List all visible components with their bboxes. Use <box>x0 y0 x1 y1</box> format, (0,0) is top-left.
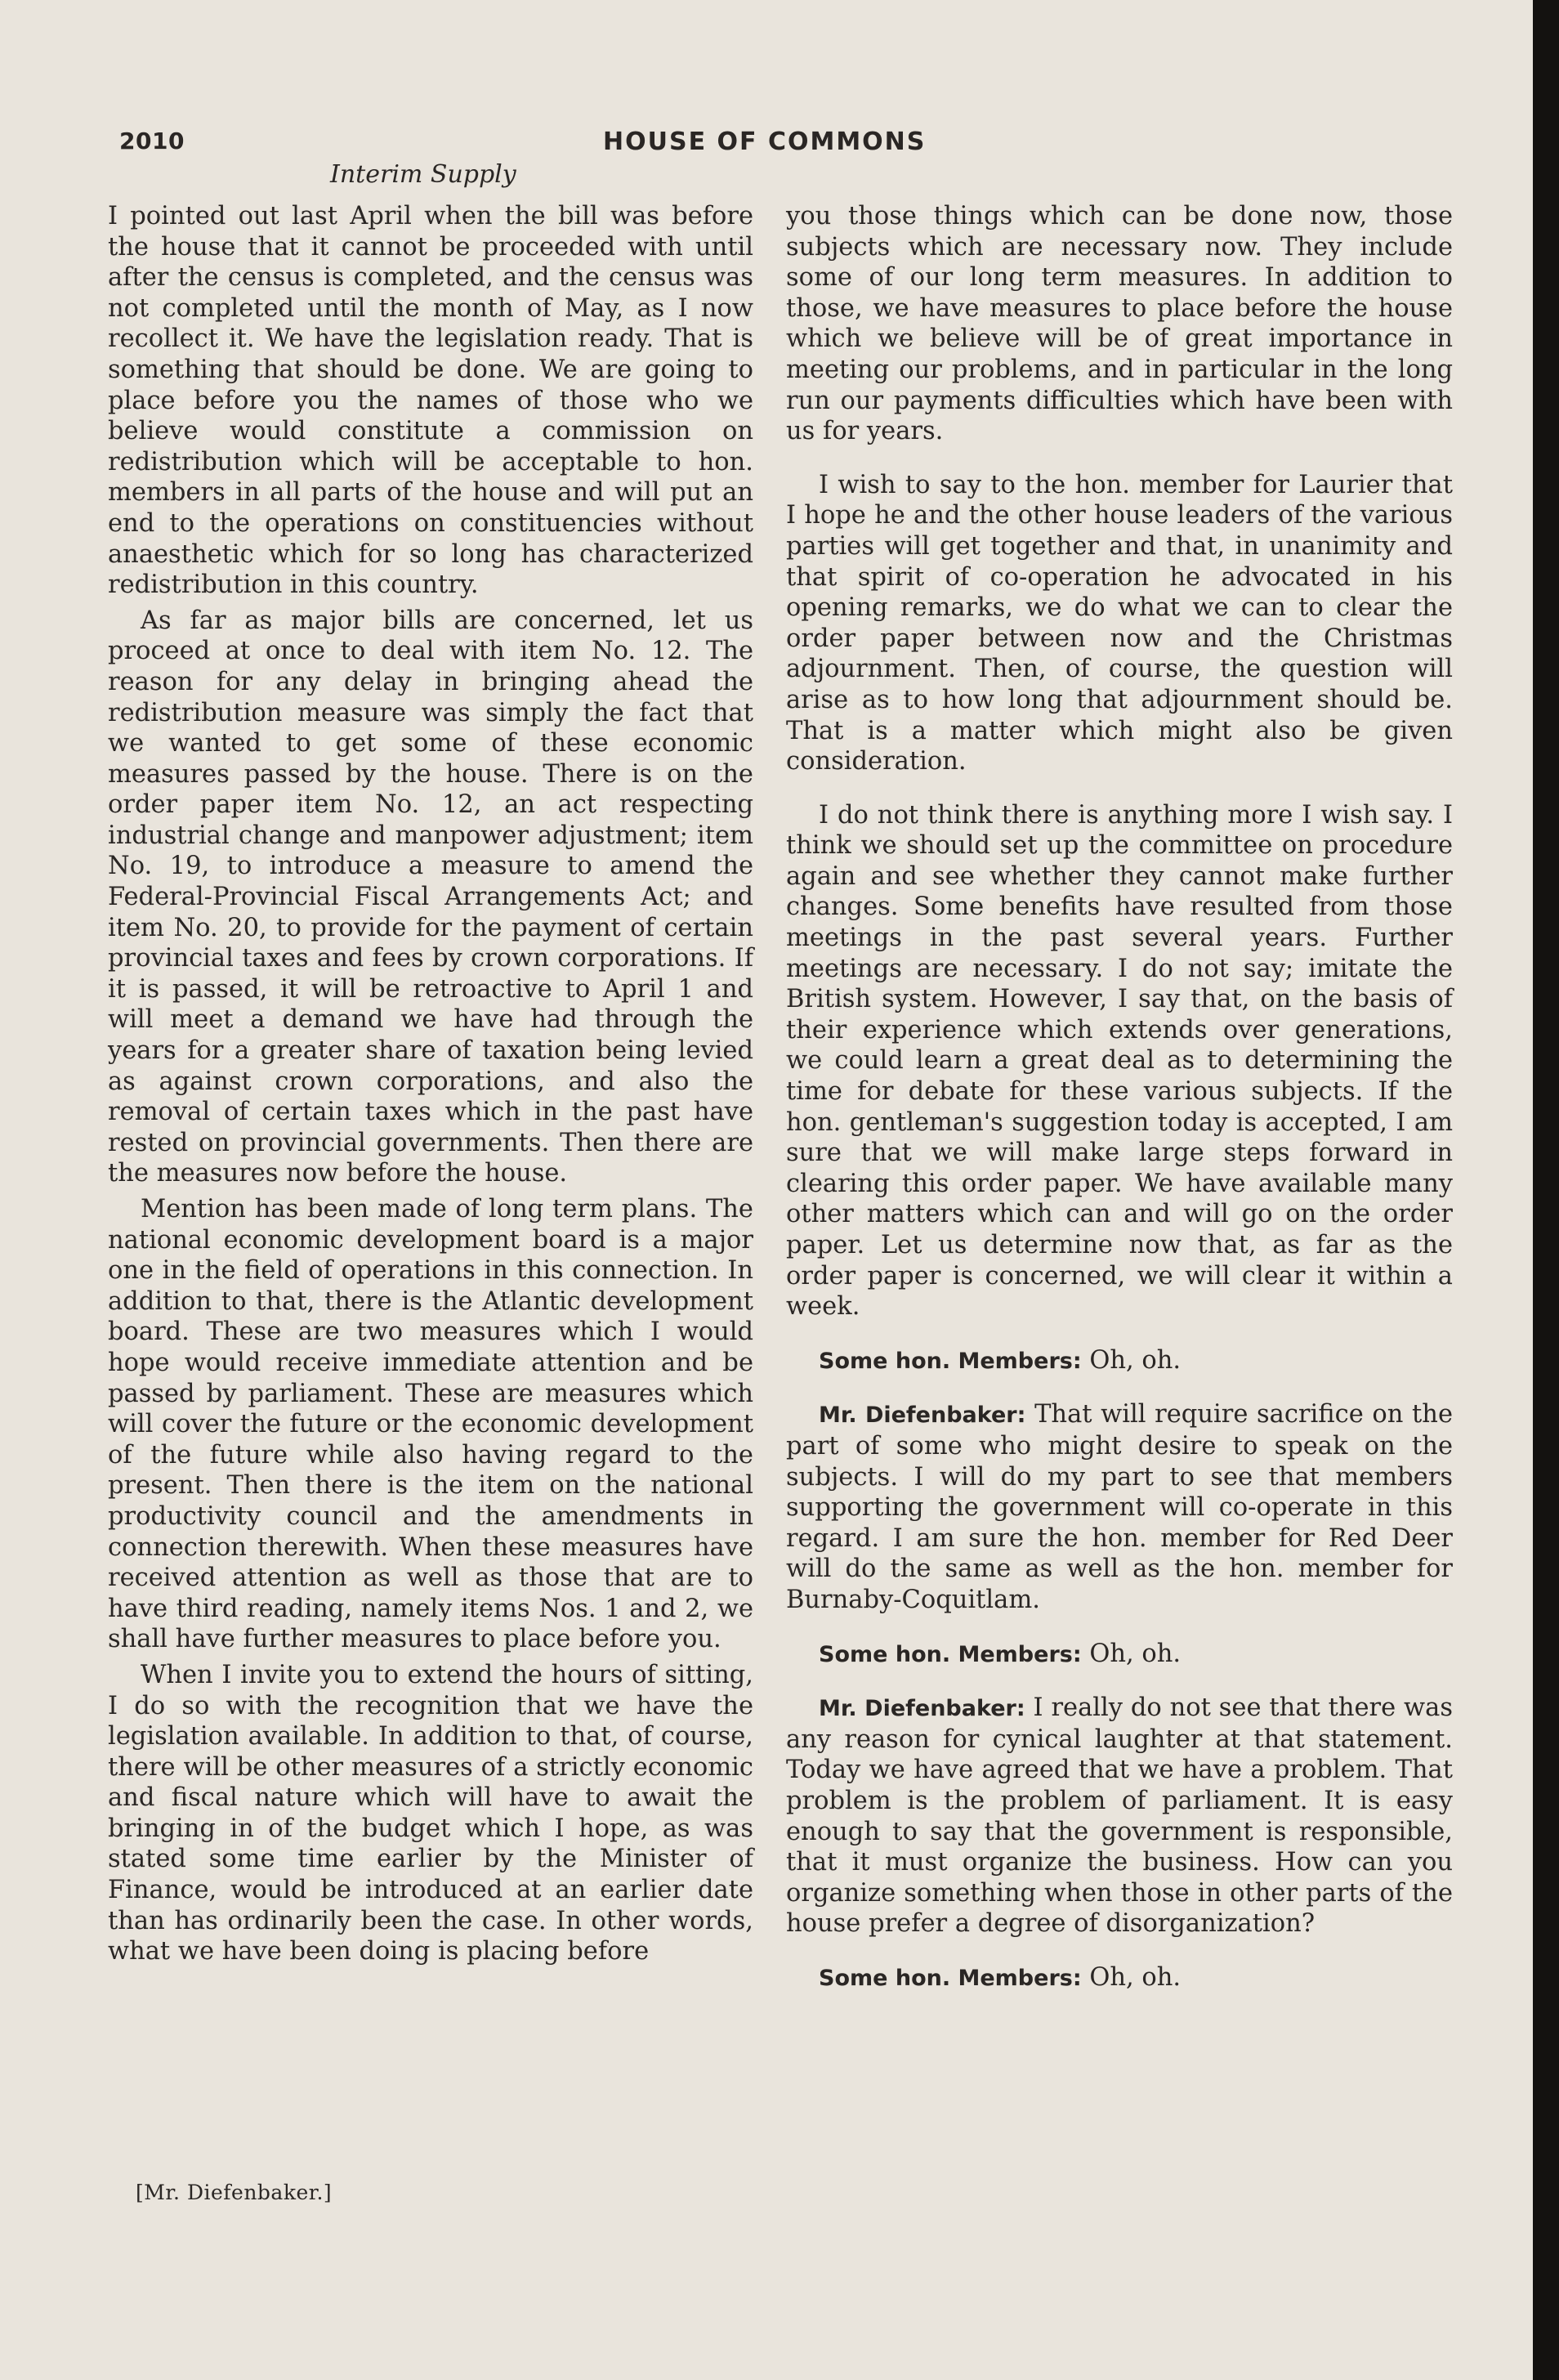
speaker-name: Some hon. Members: <box>819 1641 1082 1667</box>
speaker-name: Mr. Diefenbaker: <box>819 1402 1026 1429</box>
paragraph: As far as major bills are concerned, let us proceed at once to deal with item No. 12. The reason for any delay in bringing ahead the redistribution measure was simply the fact that we wanted to get some of these economic measures passed by the house. There is on the order paper item No. 12, an act respecting industrial change and manpower adjustment; item No. 19, to introduce a measure to amend the Federal-Provincial Fiscal Arrangements Act; and item No. 20, to provide for the payment of certain provincial taxes and fees by crown corporations. If it is passed, it will be retroactive to April 1 and will meet a demand we have had through the years for a greater share of taxation being levied as against crown corporations, and also the removal of certain taxes which in the past have rested on provincial governments. Then there are the measures now before the house. <box>108 606 753 1188</box>
speech-text: Oh, oh. <box>1089 1345 1182 1375</box>
paragraph: When I invite you to extend the hours of sitting, I do so with the recognition that we have the legislation available. In addition to that, of course, there will be other measures of a strictly economic and fiscal nature which will have to await the bringing in of the budget which I hope, as was stated some time earlier by the Minister of Finance, would be introduced at an earlier date than has ordinarily been the case. In other words, what we have been doing is placing before <box>108 1660 753 1966</box>
speech <box>786 1399 1453 1615</box>
running-title: HOUSE OF COMMONS <box>603 128 927 156</box>
page-number: 2010 <box>119 128 185 154</box>
interjection <box>786 1962 1453 1994</box>
speech-text: I really do not see that there was any reason for cynical laughter at that statement. Today we have agreed that we have a problem. That problem is the problem of parliament. It is easy enough to say that the government is responsible, that it must organize the business. How can you organize something when those in other parts of the house prefer a degree of disorganization? <box>786 1693 1453 1939</box>
speaker-attribution: [Mr. Diefenbaker.] <box>136 2181 333 2204</box>
speech-text: Oh, oh. <box>1089 1962 1182 1992</box>
section-subtitle: Interim Supply <box>330 160 516 189</box>
page-edge-shadow <box>1533 0 1559 2380</box>
paragraph: I wish to say to the hon. member for Laurier that I hope he and the other house leaders of the various parties will get together and that, in unanimity and that spirit of co-operation he advocated in his opening remarks, we do what we can to clear the order paper between now and the Christmas adjournment. Then, of course, the question will arise as to how long that adjournment should be. That is a matter which might also be given consideration. <box>786 470 1453 776</box>
page-header <box>0 128 1533 168</box>
left-column <box>108 201 753 1972</box>
speech-text: That will require sacrifice on the part of some who might desire to speak on the subjects. I will do my part to see that members supporting the government will co-operate in this regard. I am sure the hon. member for Red Deer will do the same as well as the hon. member for Burnaby-Coquitlam. <box>786 1400 1454 1614</box>
speech <box>786 1693 1453 1939</box>
speaker-name: Mr. Diefenbaker: <box>819 1696 1025 1722</box>
paragraph: you those things which can be done now, those subjects which are necessary now. They include some of our long term measures. In addition to those, we have measures to place before the house which we believe will be of great importance in meeting our problems, and in particular in the long run our payments difficulties which have been with us for years. <box>786 202 1453 446</box>
interjection <box>786 1639 1453 1671</box>
paragraph: Mention has been made of long term plans. The national economic development board is a major one in the field of operations in this connection. In addition to that, there is the Atlantic development board. These are two measures which I would hope would receive immediate attention and be passed by parliament. These are measures which will cover the future or the economic development of the future while also having regard to the present. Then there is the item on the national productivity council and the amendments in connection therewith. When these measures have received attention as well as those that are to have third reading, namely items Nos. 1 and 2, we shall have further measures to place before you. <box>108 1195 753 1654</box>
speaker-name: Some hon. Members: <box>819 1348 1082 1374</box>
interjection <box>786 1345 1453 1377</box>
speech-text: Oh, oh. <box>1089 1639 1182 1668</box>
right-column <box>786 201 1453 2016</box>
paragraph: I pointed out last April when the bill was before the house that it cannot be proceeded with until after the census is completed, and the census was not completed until the month of May, as I now recollect it. We have the legislation ready. That is something that should be done. We are going to place before you the names of those who we believe would constitute a commission on redistribution which will be acceptable to hon. members in all parts of the house and will put an end to the operations on constituencies without anaesthetic which for so long has characterized redistribution in this country. <box>108 202 753 600</box>
speaker-name: Some hon. Members: <box>819 1965 1082 1991</box>
paragraph: I do not think there is anything more I wish say. I think we should set up the committee on procedure again and see whether they cannot make further changes. Some benefits have resulted from those meetings in the past several years. Further meetings are necessary. I do not say; imitate the British system. However, I say that, on the basis of their experience which extends over generations, we could learn a great deal as to determining the time for debate for these various subjects. If the hon. gentleman's suggestion today is accepted, I am sure that we will make large steps forward in clearing this order paper. We have available many other matters which can and will go on the order paper. Let us determine now that, as far as the order paper is concerned, we will clear it within a week. <box>786 800 1453 1322</box>
